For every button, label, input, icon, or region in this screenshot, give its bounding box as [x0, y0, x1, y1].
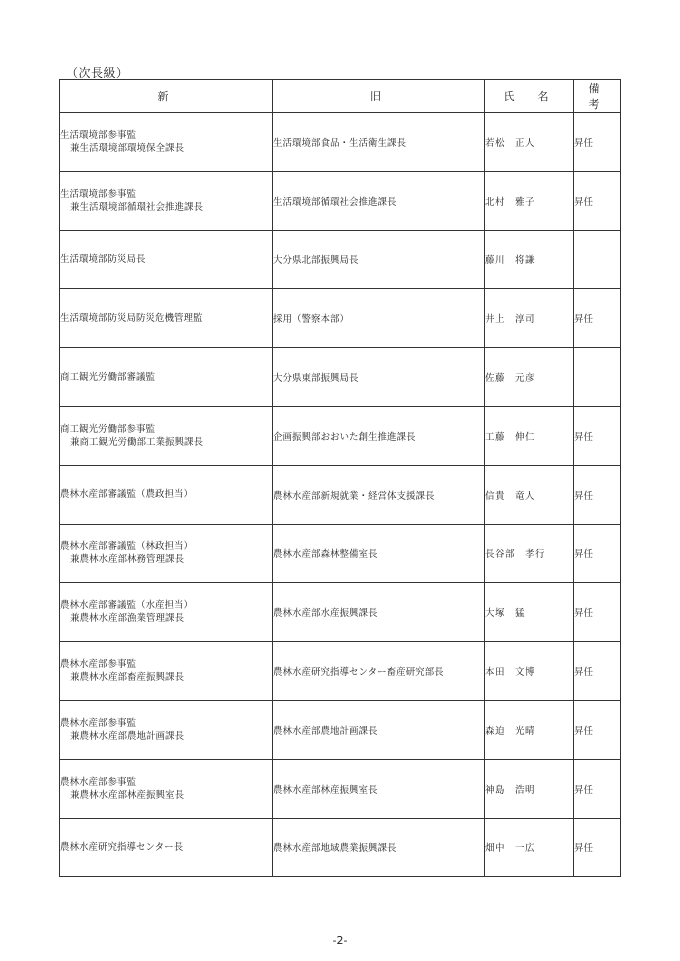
table-row [60, 465, 621, 524]
remark [574, 348, 621, 407]
table-row [60, 583, 621, 642]
person-name: 井上 淳司 [485, 289, 574, 348]
remark: 昇任 [574, 818, 621, 877]
remark: 昇任 [574, 465, 621, 524]
old-position: 採用（警察本部） [273, 289, 485, 348]
new-position-cell [60, 642, 273, 701]
table-row [60, 348, 621, 407]
new-position: 農林水産部審議監（農政担当） [60, 489, 194, 501]
remark: 昇任 [574, 759, 621, 818]
new-position: 農林水産研究指導センター長 [60, 841, 184, 853]
new-position-cell [60, 583, 273, 642]
remark: 昇任 [574, 113, 621, 172]
new-concurrent-position: 兼農林水産部林務管理課長 [70, 554, 185, 566]
remark: 昇任 [574, 289, 621, 348]
new-position-cell [60, 348, 273, 407]
table-row [60, 230, 621, 289]
header-old: 旧 [273, 80, 485, 113]
new-position-cell [60, 230, 273, 289]
old-position: 農林水産研究指導センター畜産研究部長 [273, 642, 485, 701]
table-row [60, 289, 621, 348]
table-row [60, 642, 621, 701]
table-row [60, 818, 621, 877]
new-position-cell [60, 759, 273, 818]
new-position-cell [60, 818, 273, 877]
old-position: 農林水産部水産振興課長 [273, 583, 485, 642]
person-name: 森迫 光晴 [485, 700, 574, 759]
person-name: 佐藤 元彦 [485, 348, 574, 407]
new-position: 生活環境部参事監 [60, 188, 137, 200]
old-position: 生活環境部循環社会推進課長 [273, 171, 485, 230]
old-position: 農林水産部地域農業振興課長 [273, 818, 485, 877]
old-position: 大分県東部振興局長 [273, 348, 485, 407]
person-name: 大塚 猛 [485, 583, 574, 642]
new-position-cell [60, 406, 273, 465]
new-position: 農林水産部参事監 [60, 717, 137, 729]
person-name: 神島 浩明 [485, 759, 574, 818]
person-name: 若松 正人 [485, 113, 574, 172]
old-position: 農林水産部森林整備室長 [273, 524, 485, 583]
person-name: 畑中 一広 [485, 818, 574, 877]
person-name: 藤川 将謙 [485, 230, 574, 289]
new-position-cell [60, 171, 273, 230]
new-concurrent-position: 兼商工観光労働部工業振興課長 [70, 436, 204, 448]
person-name: 長谷部 孝行 [485, 524, 574, 583]
remark: 昇任 [574, 406, 621, 465]
table-header-row [60, 80, 621, 113]
table-row [60, 759, 621, 818]
remark: 昇任 [574, 642, 621, 701]
new-concurrent-position: 兼生活環境部環境保全課長 [70, 142, 185, 154]
new-position-cell [60, 700, 273, 759]
remark: 昇任 [574, 583, 621, 642]
old-position: 大分県北部振興局長 [273, 230, 485, 289]
new-position: 農林水産部審議監（水産担当） [60, 600, 194, 612]
remark: 昇任 [574, 171, 621, 230]
header-name: 氏 名 [485, 80, 574, 113]
new-concurrent-position: 兼農林水産部林産振興室長 [70, 789, 185, 801]
new-position-cell [60, 113, 273, 172]
page-number: -2- [332, 934, 348, 947]
person-name: 信貴 竜人 [485, 465, 574, 524]
table-row [60, 171, 621, 230]
person-name: 工藤 伸仁 [485, 406, 574, 465]
header-new: 新 [60, 80, 273, 113]
new-position-cell [60, 465, 273, 524]
table-row [60, 524, 621, 583]
remark [574, 230, 621, 289]
new-position: 生活環境部防災局長 [60, 253, 146, 265]
new-position: 商工観光労働部審議監 [60, 371, 156, 383]
remark: 昇任 [574, 524, 621, 583]
level-label: （次長級） [66, 66, 129, 80]
new-position: 農林水産部参事監 [60, 659, 137, 671]
new-position: 生活環境部参事監 [60, 129, 137, 141]
old-position: 農林水産部林産振興室長 [273, 759, 485, 818]
new-concurrent-position: 兼農林水産部漁業管理課長 [70, 613, 185, 625]
header-note: 備 考 [574, 80, 621, 113]
new-position: 農林水産部参事監 [60, 776, 137, 788]
table-row [60, 406, 621, 465]
old-position: 農林水産部農地計画課長 [273, 700, 485, 759]
new-concurrent-position: 兼生活環境部循環社会推進課長 [70, 201, 204, 213]
remark: 昇任 [574, 700, 621, 759]
personnel-table [59, 79, 621, 877]
old-position: 企画振興部おおいた創生推進課長 [273, 406, 485, 465]
table-row [60, 700, 621, 759]
new-position: 生活環境部防災局防災危機管理監 [60, 312, 203, 324]
old-position: 農林水産部新規就業・経営体支援課長 [273, 465, 485, 524]
table-row [60, 113, 621, 172]
new-position-cell [60, 289, 273, 348]
new-position: 商工観光労働部参事監 [60, 423, 156, 435]
new-position-cell [60, 524, 273, 583]
person-name: 本田 文博 [485, 642, 574, 701]
person-name: 北村 雅子 [485, 171, 574, 230]
old-position: 生活環境部食品・生活衛生課長 [273, 113, 485, 172]
new-concurrent-position: 兼農林水産部畜産振興課長 [70, 672, 185, 684]
new-concurrent-position: 兼農林水産部農地計画課長 [70, 730, 185, 742]
new-position: 農林水産部審議監（林政担当） [60, 541, 194, 553]
